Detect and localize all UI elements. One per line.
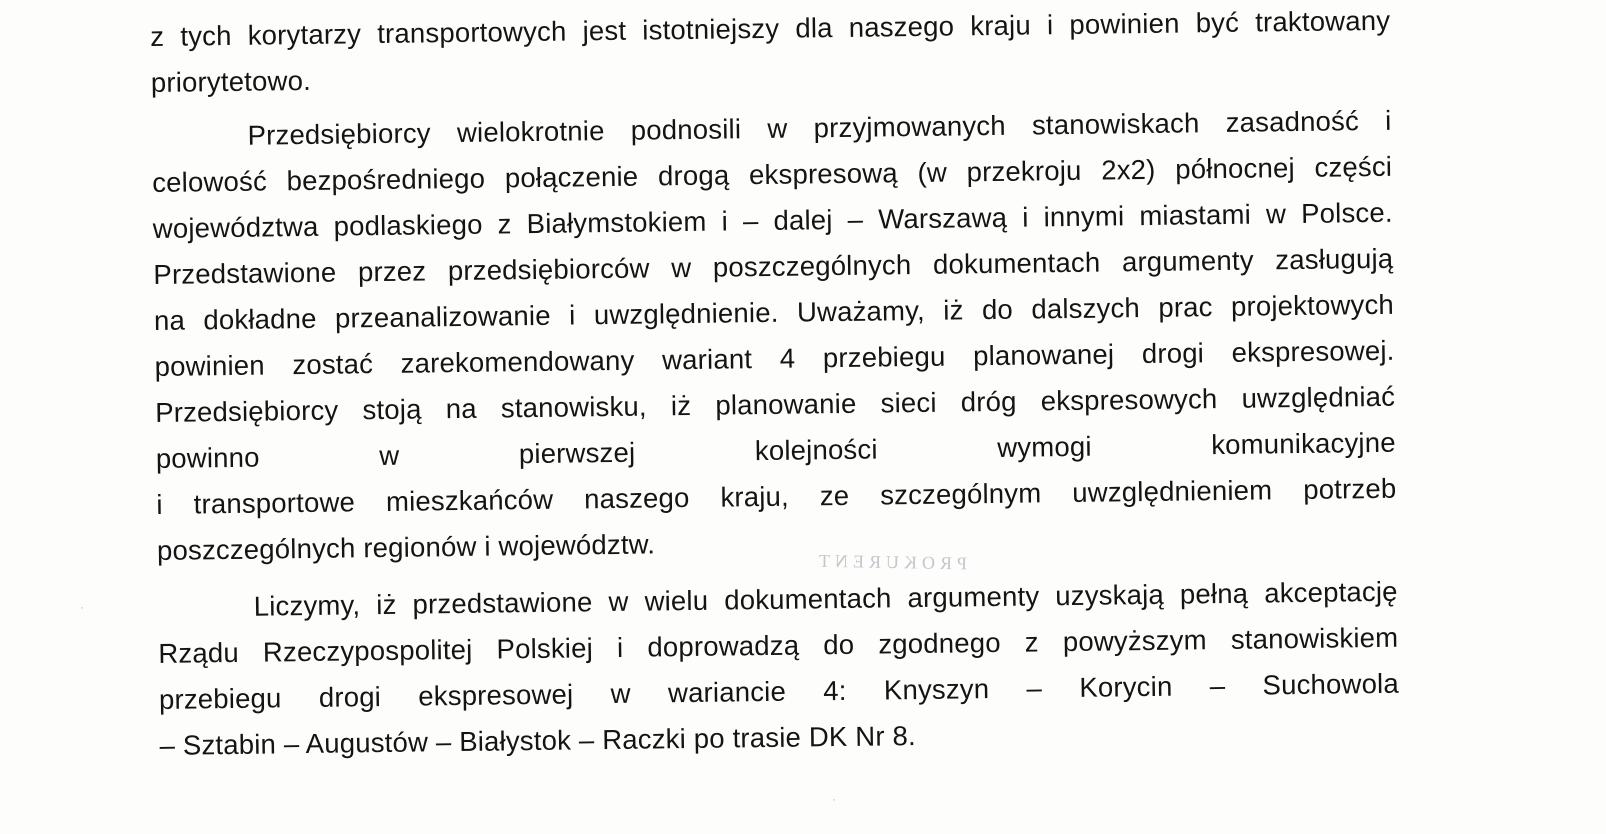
text-line: przebiegu drogi ekspresowej w wariancie 4: Knyszyn – Korycin – Suchowola	[158, 667, 1400, 715]
paragraph	[157, 569, 1399, 769]
text-line: powinno w pierwszej kolejności wymogi komunikacyjne	[155, 426, 1396, 474]
text-line: Liczymy, iż przedstawione w wielu dokumentach argumenty uzyskają pełną akceptację	[253, 575, 1398, 622]
text-line: priorytetowo.	[150, 64, 312, 98]
paragraph	[151, 98, 1397, 574]
text-line: z tych korytarzy transportowych jest istotniejszy dla naszego kraju i powinien być traktowany	[150, 4, 1391, 52]
stamp-bleed-through: PROKURENT	[813, 550, 968, 574]
text-line: powinien zostać zarekomendowany wariant 4 przebiegu planowanej drogi ekspresowej.	[154, 334, 1395, 382]
text-line: Rządu Rzeczypospolitej Polskiej i doprowadzą do zgodnego z powyższym stanowiskiem	[158, 621, 1399, 669]
paragraph	[150, 0, 1391, 106]
text-line: i transportowe mieszkańców naszego kraju, ze szczególnym uwzględnieniem potrzeb	[156, 472, 1397, 520]
text-line: Przedsiębiorcy stoją na stanowisku, iż planowanie sieci dróg ekspresowych uwzględniać	[155, 380, 1396, 428]
text-line: celowość bezpośredniego połączenie drogą ekspresową (w przekroju 2x2) północnej części	[152, 150, 1393, 198]
paper-speck: ·	[832, 792, 836, 806]
text-line: poszczególnych regionów i województw.	[156, 528, 656, 566]
text-line: Przedsiębiorcy wielokrotnie podnosili w przyjmowanych stanowiskach zasadność i	[247, 104, 1392, 151]
paper-speck: ·	[80, 600, 84, 614]
text-line: – Sztabin – Augustów – Białystok – Raczki po trasie DK Nr 8.	[159, 720, 917, 761]
text-line: województwa podlaskiego z Białymstokiem i – dalej – Warszawą i innymi miastami w Polsce.	[152, 196, 1393, 244]
text-line: Przedstawione przez przedsiębiorców w poszczególnych dokumentach argumenty zasługują	[153, 242, 1394, 290]
document-body	[150, 0, 1400, 769]
text-line: na dokładne przeanalizowanie i uwzględnienie. Uważamy, iż do dalszych prac projektowych	[153, 288, 1395, 336]
